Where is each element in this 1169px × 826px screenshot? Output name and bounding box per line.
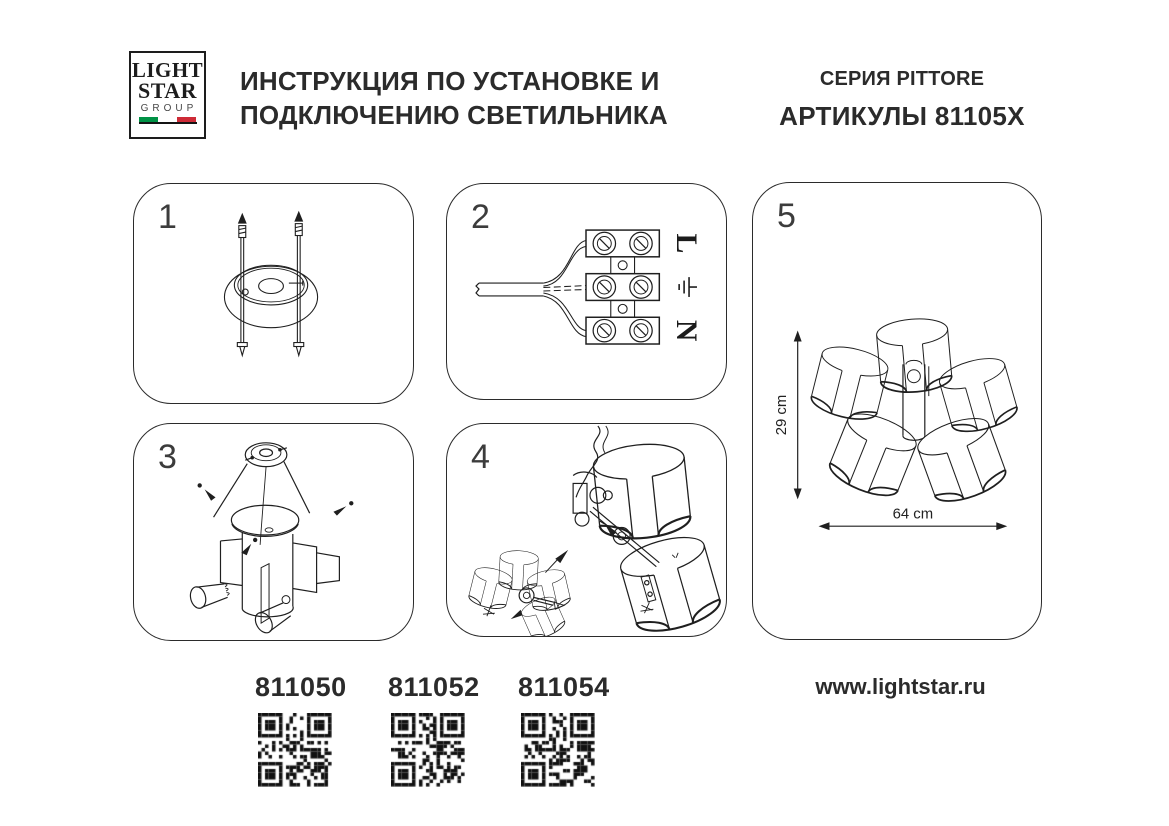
title-line-1: ИНСТРУКЦИЯ ПО УСТАНОВКЕ И: [240, 66, 660, 96]
ceiling-cable: [576, 426, 608, 497]
step-2-panel: [446, 183, 727, 400]
mounting-base-drawing: [134, 184, 413, 403]
article-code: 811050: [255, 672, 347, 702]
mounting-ring: [231, 505, 298, 536]
shade-bracket: [641, 575, 656, 602]
body-assembly-drawing: [134, 424, 413, 640]
ceiling-base: [224, 265, 317, 327]
lamp: [808, 316, 1020, 508]
step-number: 3: [158, 438, 177, 476]
lightstar-logo: [129, 51, 206, 139]
step-5-panel: [752, 182, 1042, 640]
step-number: 2: [471, 198, 490, 236]
suspension-cone: [214, 462, 310, 545]
screw-icon: [237, 213, 247, 356]
live-label: L: [670, 233, 703, 254]
width-label: 64 cm: [892, 506, 934, 523]
height-label: 29 cm: [773, 394, 790, 436]
step-1-panel: [133, 183, 414, 404]
shade-bottom-right: [616, 530, 724, 636]
width-dimension: [819, 506, 1008, 530]
qr-code: [521, 713, 595, 787]
assembled-lamp-drawing: [753, 183, 1041, 639]
central-column: [903, 360, 929, 440]
step-3-panel: [133, 423, 414, 641]
flag-white: [158, 117, 177, 122]
logo-word-light: LIGHT: [131, 58, 204, 82]
article-811054: [518, 672, 610, 787]
wires: [543, 240, 586, 336]
direction-arrows: [511, 550, 568, 619]
wiring-drawing: [447, 184, 726, 399]
title-line-2: ПОДКЛЮЧЕНИЮ СВЕТИЛЬНИКА: [240, 100, 668, 130]
italian-flag-stripe: [139, 117, 197, 124]
height-dimension: [774, 331, 802, 500]
shade-cluster: [467, 550, 572, 636]
series-label: СЕРИЯ PITTORE: [819, 68, 985, 90]
logo-word-star: STAR: [137, 78, 198, 103]
shade-attachment-drawing: [447, 424, 726, 636]
lamp-holder: [188, 579, 299, 635]
step-number: 5: [777, 197, 796, 235]
step-number: 1: [158, 198, 177, 236]
logo-word-group: GROUP: [140, 103, 198, 114]
qr-code: [258, 713, 332, 787]
canopy: [245, 443, 287, 467]
page-title: [240, 64, 710, 132]
step-4-panel: [446, 423, 727, 637]
article-code: 811052: [388, 672, 480, 702]
earth-symbol-icon: [679, 277, 697, 297]
qr-code: [391, 713, 465, 787]
step-number: 4: [471, 438, 490, 476]
supply-cable: [476, 283, 543, 296]
flag-green: [139, 117, 158, 122]
terminal-screws: [593, 232, 652, 342]
fixture-body: [220, 533, 339, 623]
articles-label: АРТИКУЛЫ 81105X: [779, 101, 1025, 131]
website-url: www.lightstar.ru: [815, 674, 986, 699]
neutral-label: N: [670, 319, 703, 342]
article-code: 811054: [518, 672, 610, 702]
article-811050: [255, 672, 347, 787]
series-block: [763, 68, 1041, 132]
article-811052: [388, 672, 480, 787]
flag-red: [177, 117, 196, 122]
